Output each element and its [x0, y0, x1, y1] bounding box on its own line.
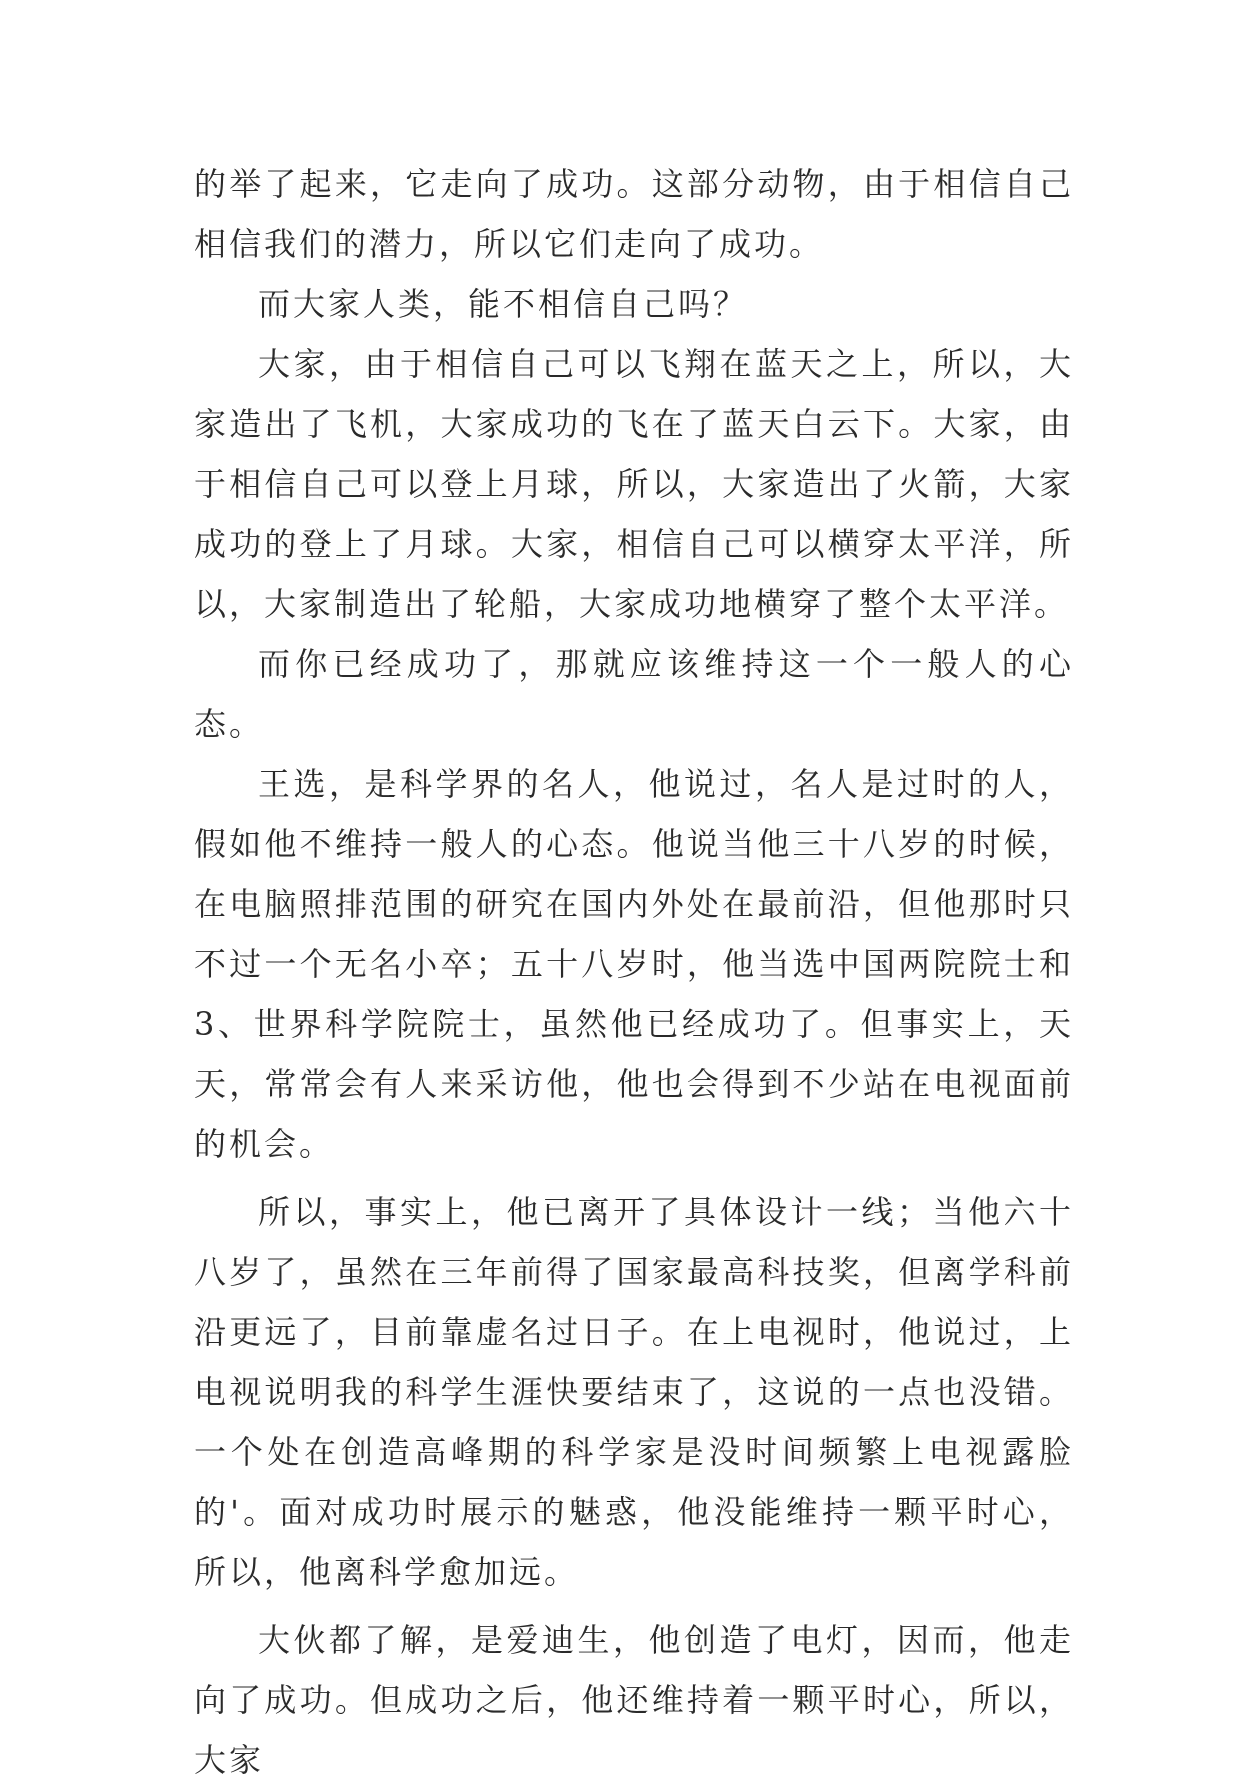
paragraph-1: 的举了起来，它走向了成功。这部分动物，由于相信自己相信我们的潜力，所以它们走向了成功。	[194, 165, 1074, 263]
paragraph-4: 而你已经成功了，那就应该维持这一个一般人的心态。	[194, 645, 1074, 743]
document-body	[194, 154, 1074, 1790]
paragraph-3: 大家，由于相信自己可以飞翔在蓝天之上，所以，大家造出了飞机，大家成功的飞在了蓝天白云下。大家，由于相信自己可以登上月球，所以，大家造出了火箭，大家成功的登上了月球。大家，相信自己可以横穿太平洋，所以，大家制造出了轮船，大家成功地横穿了整个太平洋。	[194, 345, 1074, 623]
paragraph-2: 而大家人类，能不相信自己吗？	[258, 285, 749, 323]
paragraph-6: 所以，事实上，他已离开了具体设计一线；当他六十八岁了，虽然在三年前得了国家最高科技奖，但离学科前沿更远了，目前靠虚名过日子。在上电视时，他说过，上电视说明我的科学生涯快要结束了，这说的一点也没错。一个处在创造高峰期的科学家是没时间频繁上电视露脸的'。面对成功时展示的魅惑，他没能维持一颗平时心，所以，他离科学愈加远。	[194, 1193, 1074, 1591]
paragraph-5: 王选，是科学界的名人，他说过，名人是过时的人，假如他不维持一般人的心态。他说当他三十八岁的时候，在电脑照排范围的研究在国内外处在最前沿，但他那时只不过一个无名小卒；五十八岁时，他当选中国两院院士和 3、世界科学院院士，虽然他已经成功了。但事实上，天天，常常会有人来采访他，他也会得到不少站在电视面前的机会。	[194, 765, 1074, 1163]
paragraph-7: 大伙都了解，是爱迪生，他创造了电灯，因而，他走向了成功。但成功之后，他还维持着一颗平时心，所以，大家	[194, 1621, 1074, 1779]
